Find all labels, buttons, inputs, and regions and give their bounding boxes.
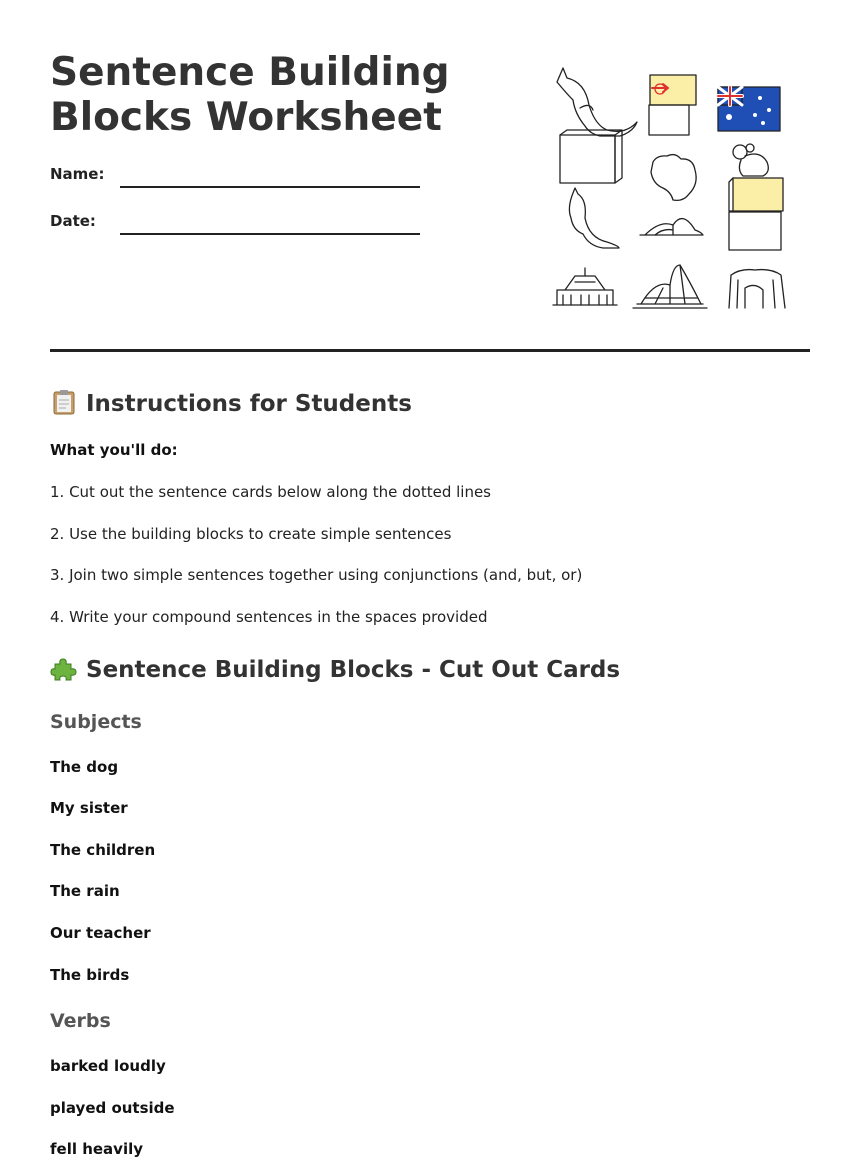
name-label: Name:	[50, 165, 105, 183]
box-icon	[560, 130, 622, 183]
stacked-box-icon	[729, 178, 783, 250]
cards-heading-text: Sentence Building Blocks - Cut Out Cards	[86, 657, 621, 683]
clipboard-icon	[50, 388, 78, 416]
instruction-step: 3. Join two simple sentences together using conjunctions (and, but, or)	[50, 566, 583, 584]
worksheet-title: Sentence Building Blocks Worksheet	[50, 50, 450, 140]
subject-card: The rain	[50, 882, 120, 900]
subject-card: The children	[50, 841, 156, 859]
date-field-line[interactable]	[120, 233, 420, 235]
subjects-heading: Subjects	[50, 711, 142, 733]
subject-card: Our teacher	[50, 924, 151, 942]
australia-illustration	[545, 60, 795, 320]
puzzle-piece-icon	[50, 654, 78, 682]
aboriginal-flag-card	[649, 75, 696, 135]
opera-house-icon	[640, 219, 703, 235]
verb-card: played outside	[50, 1099, 175, 1117]
kangaroo-icon	[557, 68, 637, 136]
verbs-heading: Verbs	[50, 1010, 111, 1032]
australian-flag-icon	[718, 87, 780, 131]
rock-formation-icon	[729, 270, 785, 308]
name-field-line[interactable]	[120, 186, 420, 188]
opera-house-large-icon	[633, 265, 707, 308]
instruction-step: 2. Use the building blocks to create simple sentences	[50, 525, 452, 543]
parliament-building-icon	[553, 268, 617, 305]
cards-heading	[50, 654, 620, 683]
instruction-step: 4. Write your compound sentences in the spaces provided	[50, 608, 488, 626]
date-label: Date:	[50, 212, 96, 230]
instruction-step: 1. Cut out the sentence cards below along the dotted lines	[50, 483, 491, 501]
subject-card: My sister	[50, 799, 128, 817]
koala-icon	[733, 144, 768, 176]
kangaroo-small-icon	[569, 188, 619, 248]
instructions-heading-text: Instructions for Students	[86, 391, 412, 417]
instructions-subheading: What you'll do:	[50, 441, 178, 459]
instructions-heading	[50, 388, 412, 417]
australia-map-icon	[651, 155, 696, 201]
subject-card: The birds	[50, 966, 130, 984]
verb-card: fell heavily	[50, 1140, 144, 1158]
subject-card: The dog	[50, 758, 119, 776]
header-divider	[50, 349, 810, 352]
verb-card: barked loudly	[50, 1057, 166, 1075]
